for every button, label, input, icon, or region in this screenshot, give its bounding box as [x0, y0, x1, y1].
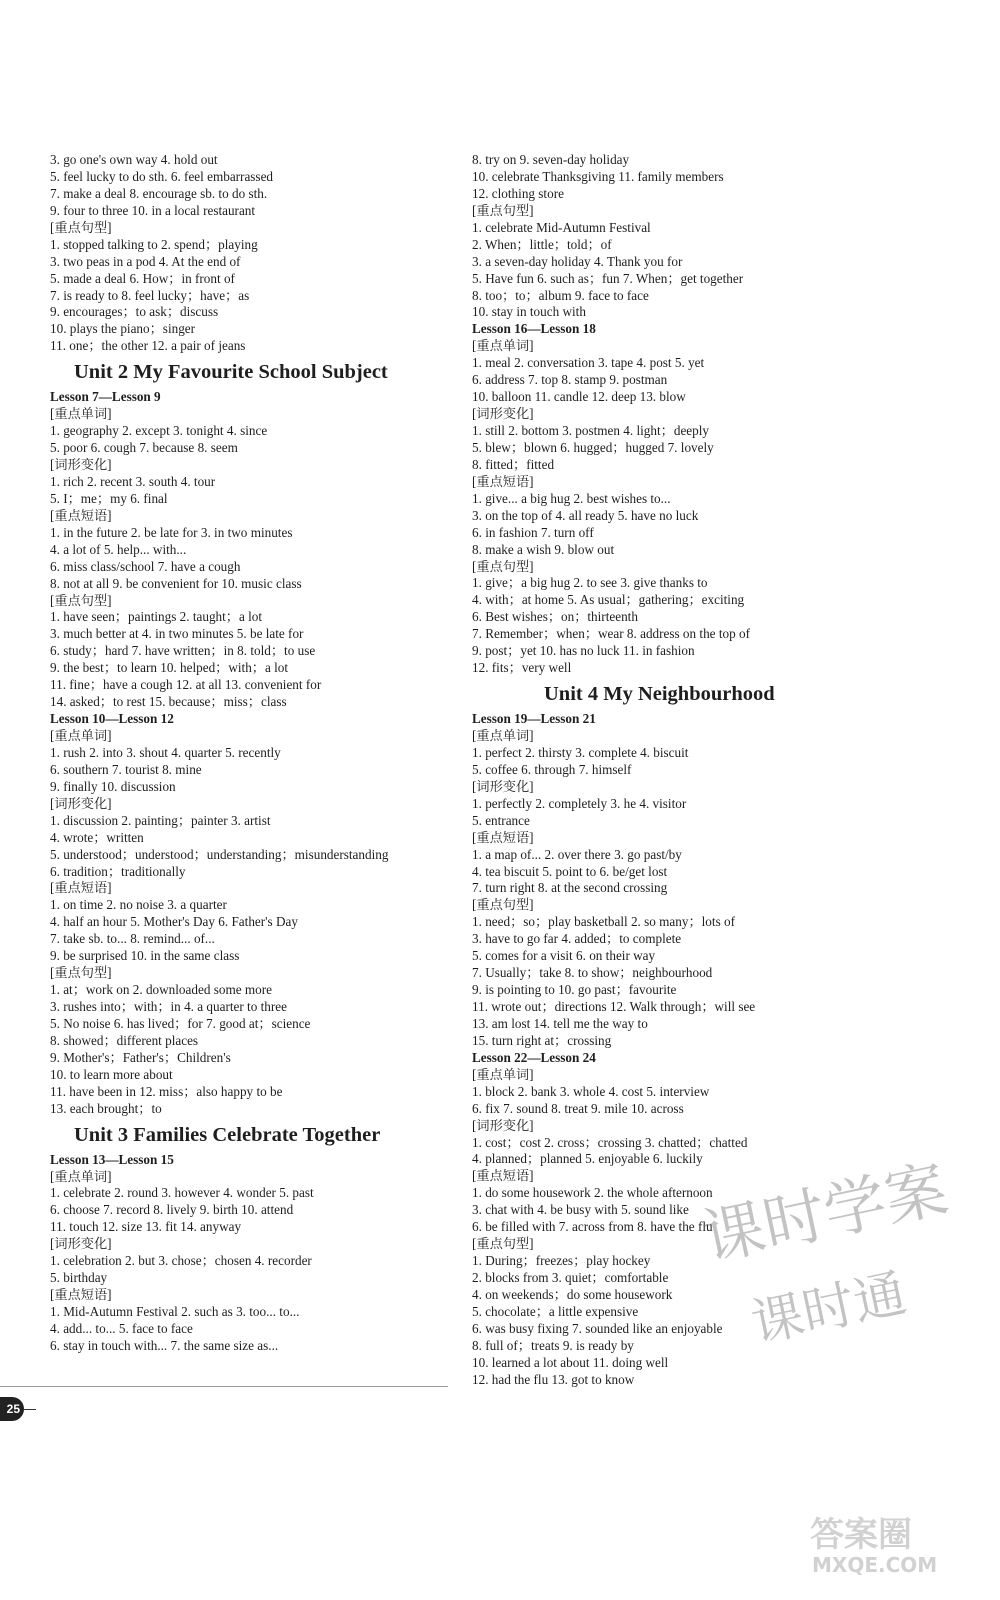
section-label: [重点句型]: [50, 592, 112, 608]
answer-line: 10. celebrate Thanksgiving 11. family members: [472, 168, 724, 184]
answer-line: 6. tradition；traditionally: [50, 863, 186, 879]
footer-rule: [0, 1386, 448, 1387]
answer-line: 9. the best；to learn 10. helped；with；a lot: [50, 660, 289, 676]
answer-line: 13. each brought；to: [50, 1100, 162, 1116]
answer-line: 3. a seven-day holiday 4. Thank you for: [472, 253, 683, 269]
answer-line: 9. encourages；to ask；discuss: [50, 304, 219, 320]
lesson-heading: Lesson 7—Lesson 9: [50, 389, 161, 405]
answer-line: 5. birthday: [50, 1270, 108, 1286]
answer-line: 7. make a deal 8. encourage sb. to do sth.: [50, 185, 268, 201]
answer-line: 8. try on 9. seven-day holiday: [472, 152, 630, 167]
unit-heading: Unit 3 Families Celebrate Together: [74, 1123, 381, 1146]
answer-line: 9. finally 10. discussion: [50, 778, 176, 794]
answer-line: 4. planned；planned 5. enjoyable 6. luckily: [472, 1151, 703, 1167]
section-label: [重点短语]: [50, 1287, 112, 1303]
section-label: [重点句型]: [50, 965, 112, 981]
section-label: [重点短语]: [50, 880, 112, 896]
answer-line: 1. perfectly 2. completely 3. he 4. visitor: [472, 795, 687, 811]
section-label: [重点单词]: [50, 406, 112, 422]
answer-line: 11. touch 12. size 13. fit 14. anyway: [50, 1219, 242, 1235]
answer-line: 4. a lot of 5. help... with...: [50, 541, 187, 557]
answer-line: 1. need；so；play basketball 2. so many；lots of: [472, 914, 735, 930]
answer-line: 3. much better at 4. in two minutes 5. be late for: [50, 626, 304, 642]
section-label: [词形变化]: [50, 1236, 112, 1252]
answer-line: 11. one；the other 12. a pair of jeans: [50, 338, 246, 354]
answer-line: 8. fitted；fitted: [472, 456, 555, 472]
page-number: 25: [0, 1397, 24, 1421]
answer-line: 6. be filled with 7. across from 8. have the flu: [472, 1219, 713, 1235]
section-label: [重点句型]: [472, 558, 534, 574]
section-label: [重点单词]: [50, 1168, 112, 1184]
answer-line: 5. No noise 6. has lived；for 7. good at；science: [50, 1015, 311, 1031]
section-label: [词形变化]: [50, 795, 112, 811]
answer-line: 1. celebration 2. but 3. chose；chosen 4. recorder: [50, 1253, 312, 1269]
answer-line: 14. asked；to rest 15. because；miss；class: [50, 694, 287, 710]
answer-line: 4. half an hour 5. Mother's Day 6. Father's Day: [50, 914, 298, 930]
answer-line: 6. in fashion 7. turn off: [472, 524, 594, 540]
svg-text:课时通: 课时通: [746, 1263, 912, 1355]
answer-line: 12. clothing store: [472, 185, 564, 201]
page-number-tail: [24, 1409, 36, 1410]
answer-line: 5. Have fun 6. such as；fun 7. When；get together: [472, 270, 744, 286]
answer-line: 5. feel lucky to do sth. 6. feel embarrassed: [50, 168, 274, 184]
unit-heading: Unit 2 My Favourite School Subject: [74, 361, 388, 384]
answer-line: 1. celebrate 2. round 3. however 4. wonder 5. past: [50, 1185, 314, 1201]
section-label: [重点短语]: [472, 473, 534, 489]
answer-line: 1. rush 2. into 3. shout 4. quarter 5. recently: [50, 744, 281, 760]
answer-line: 8. full of；treats 9. is ready by: [472, 1337, 634, 1353]
section-label: [重点短语]: [472, 829, 534, 845]
answer-line: 11. have been in 12. miss；also happy to be: [50, 1083, 283, 1099]
section-label: [重点句型]: [472, 897, 534, 913]
answer-line: 10. balloon 11. candle 12. deep 13. blow: [472, 389, 686, 405]
answer-line: 1. meal 2. conversation 3. tape 4. post 5. yet: [472, 355, 705, 371]
answer-line: 5. understood；understood；understanding；misunderstanding: [50, 846, 389, 862]
answer-line: 1. cost；cost 2. cross；crossing 3. chatted；chatted: [472, 1134, 748, 1150]
lesson-heading: Lesson 10—Lesson 12: [50, 711, 174, 727]
answer-line: 4. add... to... 5. face to face: [50, 1320, 193, 1336]
section-label: [重点句型]: [50, 219, 112, 235]
answer-line: 1. stopped talking to 2. spend；playing: [50, 236, 258, 252]
answer-line: 7. turn right 8. at the second crossing: [472, 880, 668, 896]
answer-line: 11. fine；have a cough 12. at all 13. convenient for: [50, 677, 322, 693]
answer-line: 6. choose 7. record 8. lively 9. birth 10. attend: [50, 1202, 294, 1218]
answer-line: 5. blew；blown 6. hugged；hugged 7. lovely: [472, 439, 714, 455]
watermark-stamp-text: 课时学案: [695, 1151, 954, 1275]
answer-line: 13. am lost 14. tell me the way to: [472, 1015, 648, 1031]
answer-line: 8. not at all 9. be convenient for 10. music class: [50, 575, 302, 591]
answer-line: 9. four to three 10. in a local restaurant: [50, 202, 256, 218]
answer-line: 7. Remember；when；wear 8. address on the top of: [472, 626, 750, 642]
answer-line: 6. study；hard 7. have written；in 8. told；to use: [50, 643, 316, 659]
answer-line: 1. a map of... 2. over there 3. go past/by: [472, 846, 682, 862]
answer-line: 8. make a wish 9. blow out: [472, 541, 615, 557]
answer-line: 1. discussion 2. painting；painter 3. artist: [50, 812, 271, 828]
answer-line: 5. chocolate；a little expensive: [472, 1303, 639, 1319]
section-label: [词形变化]: [50, 457, 112, 472]
answer-line: 3. rushes into；with；in 4. a quarter to three: [50, 999, 287, 1014]
answer-line: 5. entrance: [472, 812, 530, 828]
answer-line: 9. be surprised 10. in the same class: [50, 948, 240, 964]
section-label: [重点单词]: [472, 728, 534, 743]
section-label: [词形变化]: [472, 1117, 534, 1133]
answer-line: 6. address 7. top 8. stamp 9. postman: [472, 372, 668, 388]
section-label: [重点单词]: [472, 1066, 534, 1082]
answer-line: 6. stay in touch with... 7. the same size as...: [50, 1337, 279, 1353]
answer-line: 1. geography 2. except 3. tonight 4. since: [50, 423, 268, 439]
answer-line: 10. to learn more about: [50, 1066, 173, 1082]
answer-line: 12. had the flu 13. got to know: [472, 1371, 635, 1387]
answer-line: 1. still 2. bottom 3. postmen 4. light；deeply: [472, 423, 710, 438]
section-label: [重点单词]: [472, 338, 534, 354]
watermark-corner-logo: [808, 1508, 978, 1578]
answer-line: 5. made a deal 6. How；in front of: [50, 270, 235, 286]
answer-line: 1. have seen；paintings 2. taught；a lot: [50, 609, 263, 625]
right-column: [472, 152, 972, 1389]
unit-heading: Unit 4 My Neighbourhood: [544, 683, 775, 706]
svg-text:MXQE.COM: MXQE.COM: [812, 1553, 938, 1577]
answer-line: 4. tea biscuit 5. point to 6. be/get lost: [472, 863, 668, 879]
answer-line: 10. plays the piano；singer: [50, 321, 196, 337]
answer-line: 1. celebrate Mid-Autumn Festival: [472, 219, 651, 235]
answer-line: 15. turn right at；crossing: [472, 1032, 612, 1048]
answer-line: 5. poor 6. cough 7. because 8. seem: [50, 440, 238, 456]
answer-line: 7. Usually；take 8. to show；neighbourhood: [472, 965, 713, 981]
section-label: [重点短语]: [50, 507, 112, 523]
answer-line: 11. wrote out；directions 12. Walk through；will see: [472, 999, 756, 1014]
answer-line: 6. Best wishes；on；thirteenth: [472, 609, 638, 625]
answer-line: 10. stay in touch with: [472, 304, 586, 320]
answer-line: 1. give... a big hug 2. best wishes to...: [472, 490, 671, 506]
lesson-heading: Lesson 19—Lesson 21: [472, 711, 596, 727]
answer-line: 1. perfect 2. thirsty 3. complete 4. biscuit: [472, 744, 689, 760]
answer-line: 4. on weekends；do some housework: [472, 1286, 673, 1302]
answer-line: 3. have to go far 4. added；to complete: [472, 931, 682, 947]
answer-line: 7. is ready to 8. feel lucky；have；as: [50, 287, 250, 303]
answer-line: 12. fits；very well: [472, 660, 572, 676]
section-label: [重点短语]: [472, 1168, 534, 1184]
answer-line: 6. southern 7. tourist 8. mine: [50, 761, 202, 777]
answer-line: 3. two peas in a pod 4. At the end of: [50, 253, 241, 269]
answer-line: 3. on the top of 4. all ready 5. have no luck: [472, 507, 699, 523]
answer-line: 1. at；work on 2. downloaded some more: [50, 982, 272, 998]
answer-line: 4. with；at home 5. As usual；gathering；exciting: [472, 592, 745, 608]
left-column: [50, 152, 460, 1355]
answer-line: 3. go one's own way 4. hold out: [50, 152, 218, 167]
answer-line: 9. is pointing to 10. go past；favourite: [472, 982, 677, 998]
answer-line: 10. learned a lot about 11. doing well: [472, 1354, 669, 1370]
answer-line: 6. miss class/school 7. have a cough: [50, 558, 241, 574]
section-label: [重点单词]: [50, 728, 112, 743]
answer-line: 8. showed；different places: [50, 1032, 199, 1048]
answer-line: 1. rich 2. recent 3. south 4. tour: [50, 473, 216, 489]
lesson-heading: Lesson 16—Lesson 18: [472, 321, 596, 337]
lesson-heading: Lesson 22—Lesson 24: [472, 1049, 596, 1065]
svg-text:答案圈: 答案圈: [810, 1515, 912, 1555]
answer-line: 1. do some housework 2. the whole afternoon: [472, 1185, 713, 1201]
section-label: [词形变化]: [472, 778, 534, 794]
answer-line: 5. coffee 6. through 7. himself: [472, 761, 632, 777]
answer-line: 1. During；freezes；play hockey: [472, 1253, 651, 1269]
answer-line: 2. When；little；told；of: [472, 236, 612, 252]
lesson-heading: Lesson 13—Lesson 15: [50, 1151, 174, 1167]
answer-line: 9. Mother's；Father's；Children's: [50, 1049, 231, 1065]
answer-line: 4. wrote；written: [50, 829, 144, 845]
section-label: [重点句型]: [472, 202, 534, 218]
answer-line: 1. block 2. bank 3. whole 4. cost 5. interview: [472, 1083, 710, 1099]
answer-line: 1. Mid-Autumn Festival 2. such as 3. too... to...: [50, 1304, 300, 1319]
answer-line: 2. blocks from 3. quiet；comfortable: [472, 1270, 669, 1285]
answer-line: 5. comes for a visit 6. on their way: [472, 948, 656, 964]
answer-line: 7. take sb. to... 8. remind... of...: [50, 931, 215, 947]
answer-line: 1. on time 2. no noise 3. a quarter: [50, 897, 227, 913]
answer-line: 6. fix 7. sound 8. treat 9. mile 10. across: [472, 1100, 684, 1116]
answer-line: 3. chat with 4. be busy with 5. sound like: [472, 1202, 689, 1218]
answer-line: 9. post；yet 10. has no luck 11. in fashion: [472, 643, 695, 659]
answer-line: 5. I；me；my 6. final: [50, 490, 168, 506]
answer-line: 8. too；to；album 9. face to face: [472, 287, 649, 303]
section-label: [重点句型]: [472, 1236, 534, 1252]
answer-line: 6. was busy fixing 7. sounded like an enjoyable: [472, 1320, 723, 1336]
answer-line: 1. give；a big hug 2. to see 3. give thanks to: [472, 575, 708, 591]
answer-line: 1. in the future 2. be late for 3. in two minutes: [50, 524, 293, 540]
section-label: [词形变化]: [472, 406, 534, 422]
